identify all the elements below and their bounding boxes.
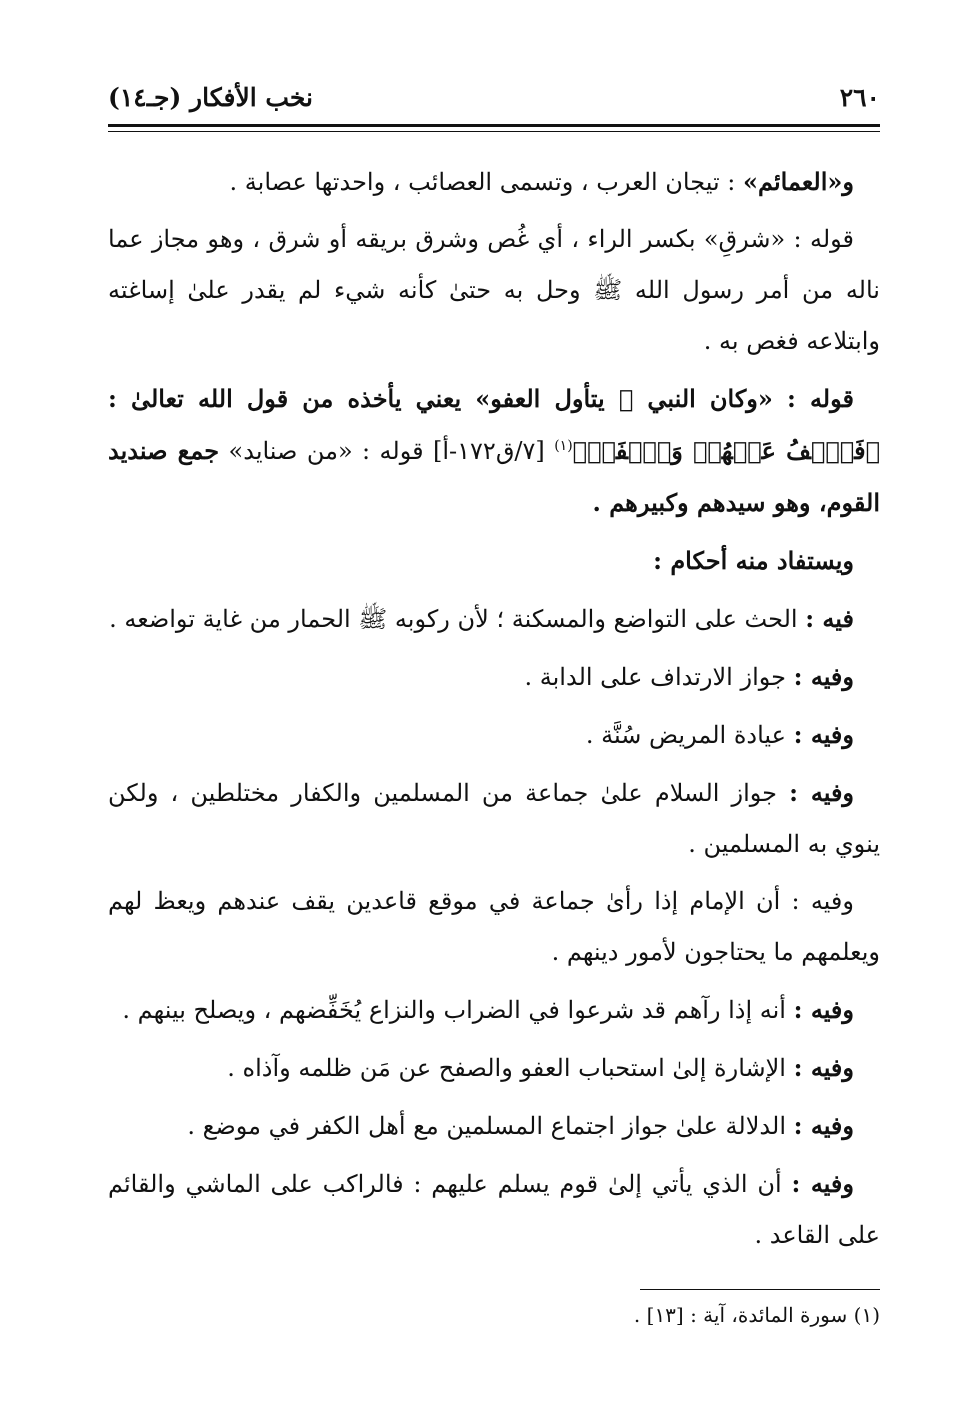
body-text [108,156,880,1261]
paragraph-1: و«العمائم» : تيجان العرب ، وتسمى العصائب ، واحدتها عصابة . [229,167,854,196]
paragraph-6: وفيه : جواز الارتداف على الدابة . [524,662,854,691]
footnote-ref: (١) [554,438,573,454]
paragraph-10: وفيه : أنه إذا رآهم قد شرعوا في الضراب والنزاع يُخَفِّضهم ، ويصلح بينهم . [122,995,854,1024]
paragraph-7: وفيه : عيادة المريض سُنَّة . [585,720,854,749]
page-header [108,78,880,118]
paragraph-9: وفيه : أن الإمام إذا رأىٰ جماعة في موقع قاعدين يقف عندهم ويعظ لهم ويعلمهم ما يحتاجون لأمور دينهم . [108,887,880,966]
page-number: ٢٦٠ [839,83,880,112]
header-rule-thick [108,124,880,127]
paragraph-2: قوله : «شرقِ» بكسر الراء ، أي غُص وشرق بريقه أو شرق ، وهو مجاز عما ناله من أمر رسول الله ﷺ وحل به حتىٰ كأنه شيء لم يقدر علىٰ إساغته وابتلاعه فغص به . [108,225,880,355]
footnote-rule [640,1289,880,1290]
paragraph-4: ويستفاد منه أحكام : [653,546,854,575]
paragraph-13: وفيه : أن الذي يأتي إلىٰ قوم يسلم عليهم : فالراكب على الماشي والقائم على القاعد . [108,1169,880,1249]
header-rule-thin [108,131,880,132]
paragraph-12: وفيه : الدلالة علىٰ جواز اجتماع المسلمين مع أهل الكفر في موضع . [187,1111,854,1140]
book-title: نخب الأفكار (جـ١٤) [108,83,314,112]
footnote: (١) سورة المائدة، آية : [١٣] . [633,1303,880,1327]
paragraph-3: قوله : «وكان النبي ﷺ يتأول العفو» يعني يأخذه من قول الله تعالىٰ : ﴿فَٱعۡفُ عَنۡهُمۡ وَٱصۡفَحۡ﴾$^{(١)}$ [٧/ق١٧٢-أ] قوله : «من صنايد» جمع صنديد القوم، وهو سيدهم وكبيرهم . [108,384,881,517]
paragraph-8: وفيه : جواز السلام علىٰ جماعة من المسلمين والكفار مختلطين ، ولكن ينوي به المسلمين . [108,778,880,858]
paragraph-11: وفيه : الإشارة إلىٰ استحباب العفو والصفح عن مَن ظلمه وآذاه . [227,1053,854,1082]
paragraph-5: فيه : الحث على التواضع والمسكنة ؛ لأن ركوبه ﷺ الحمار من غاية تواضعه . [109,604,854,633]
document-page [108,78,880,1330]
